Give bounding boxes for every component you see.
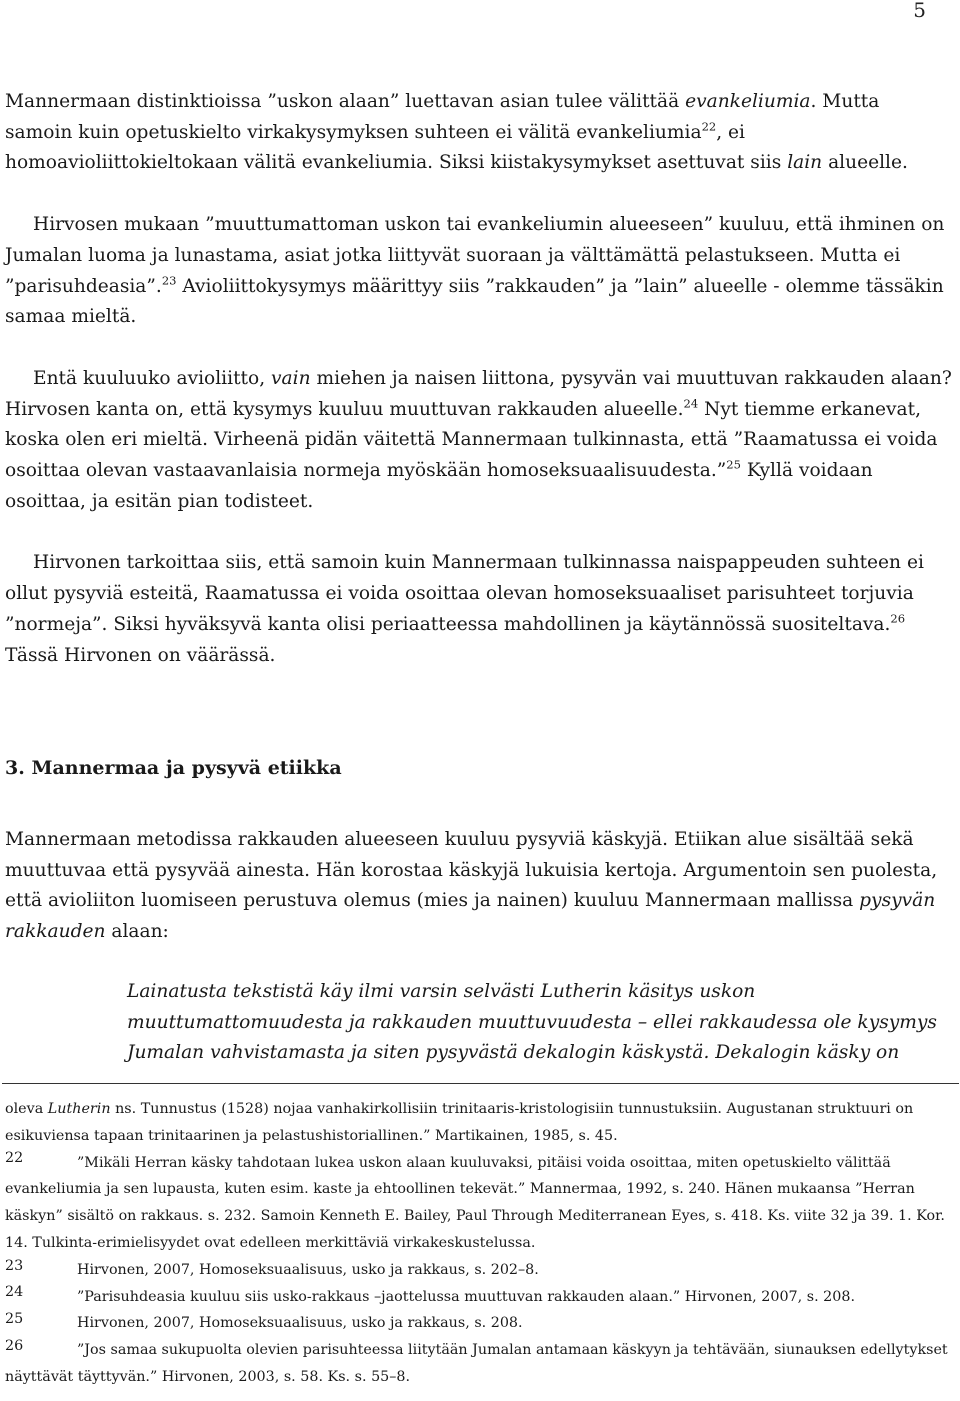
paragraph-3 [5,364,952,518]
body-text [5,87,952,671]
footnote-ref[interactable]: 26 [890,611,906,626]
footnote-22: 22 ”Mikäli Herran käsky tahdotaan lukea uskon alaan kuuluvaksi, pitäisi voida osoittaa, miten opetuskielto välittää evankeliumia ja sen lupausta, kuten esim. kaste ja ehtoollinen tekevät.” Mannermaa, 1992, s. 240. Hänen mukaansa ”Herran käskyn” sisältö on rakkaus. s. 232. Samoin Kenneth E. Bailey, Paul Through Mediterranean Eyes, s. 418. Ks. viite 32 ja 39. 1. Kor. 14. Tulkinta-erimielisyydet ovat edelleen merkittäviä virkakeskustelussa. [5,1150,945,1251]
paragraph-5 [5,825,952,948]
text-span: oleva [5,1101,48,1117]
emphasis: Lutherin [47,1101,111,1117]
text-span: alaan: [105,921,169,943]
text-span: alueelle. [822,152,908,174]
footnote-ref[interactable]: 23 [161,273,177,288]
footnote-text: Hirvonen, 2007, Homoseksuaalisuus, usko ja rakkaus, s. 202–8. [77,1261,539,1278]
footnote-ref[interactable]: 24 [683,396,699,411]
text-span: . Mutta samoin kuin opetuskielto virkakysymyksen suhteen ei välitä evankeliumia [5,91,880,143]
text-span: miehen ja naisen liittona, pysyvän vai muuttuvan rakkauden alaan? Hirvosen kanta on, että kysymys kuuluu muuttuvan rakkauden alueelle. [5,367,952,420]
paragraph-2 [5,210,952,333]
footnote-text: Hirvonen, 2007, Homoseksuaalisuus, usko ja rakkaus, s. 208. [77,1315,523,1332]
footnote-ref[interactable]: 22 [701,119,717,134]
footnote-ref[interactable]: 25 [726,457,741,472]
text-span: ns. Tunnustus (1528) nojaa vanhakirkollisiin trinitaaris-kristologisiin tunnustuksiin. Augustanan struktuuri on esikuviensa tapaan trinitaarinen ja pelastushistoriallinen.” Martikainen, 1985, s. 45. [5,1101,914,1144]
text-span: Hirvonen tarkoittaa siis, että samoin kuin Mannermaan tulkinnassa naispappeuden suhteen ei ollut pysyviä esteitä, Raamatussa ei voida osoittaa olevan homoseksuaaliset parisuhteet torjuvia ”normeja”. Siksi hyväksyvä kanta olisi periaatteessa mahdollinen ja käytännössä suositeltava. [5,552,924,635]
section-heading: 3. Mannermaa ja pysyvä etiikka [5,757,342,779]
text-span: Kyllä voidaan osoittaa, ja esitän pian todisteet. [5,460,873,512]
footnote-text: ”Jos samaa sukupuolta olevien parisuhteessa liitytään Jumalan antamaan käskyyn ja tehtävään, siunauksen edellytykset näyttävät täyttyvän.” Hirvonen, 2003, s. 58. Ks. s. 55–8. [5,1342,948,1385]
paragraph-1 [5,87,952,179]
text-span: Avioliittokysymys määrittyy siis ”rakkauden” ja ”lain” alueelle - olemme tässäkin samaa mieltä. [5,275,944,328]
paragraph-4 [5,548,952,671]
footnote-continuation [5,1096,950,1150]
footnotes [5,1096,950,1391]
body-text-section-3 [5,825,952,948]
footnote-text: ”Parisuhdeasia kuuluu siis usko-rakkaus –jaottelussa muuttuvan rakkauden alaan.” Hirvonen, 2007, s. 208. [77,1288,856,1305]
text-span: Nyt tiemme erkanevat, koska olen eri mieltä. Virheenä pidän väitettä Mannermaan tulkinnasta, että ”Raamatussa ei voida osoittaa olevan vastaavanlaisia normeja myöskään homoseksuaalisuudesta.” [5,398,938,482]
text-span: Tässä Hirvonen on väärässä. [5,644,276,666]
emphasis: lain [787,152,823,174]
text-span: Hirvosen mukaan ”muuttumattoman uskon tai evankeliumin alueeseen” kuuluu, että ihminen on Jumalan luoma ja lunastama, asiat jotka liittyvät suoraan ja välttämättä pelastukseen. Mutta ei ”parisuhdeasia”. [5,214,945,297]
text-span: Entä kuuluuko avioliitto, [33,367,272,389]
text-span: Mannermaan distinktioissa ”uskon alaan” luettavan asian tulee välittää [5,91,686,112]
block-quote: Lainatusta tekstistä käy ilmi varsin selvästi Lutherin käsitys uskon muuttumattomuudesta ja rakkauden muuttuvuudesta – ellei rakkaudessa ole kysymys Jumalan vahvistamasta ja siten pysyvästä dekalogin käskystä. Dekalogin käsky on [127,981,937,1064]
emphasis: vain [271,367,311,389]
text-span: , ei homoavioliittokieltokaan välitä evankeliumia. Siksi kiistakysymykset asettuvat siis [5,121,788,174]
footnote-24: 24 ”Parisuhdeasia kuuluu siis usko-rakkaus –jaottelussa muuttuvan rakkauden alaan.” Hirvonen, 2007, s. 208. [5,1284,856,1305]
footnote-26: 26 ”Jos samaa sukupuolta olevien parisuhteessa liitytään Jumalan antamaan käskyyn ja tehtävään, siunauksen edellytykset näyttävät täyttyvän.” Hirvonen, 2003, s. 58. Ks. s. 55–8. [5,1337,948,1385]
text-span: Mannermaan metodissa rakkauden alueeseen kuuluu pysyviä käskyjä. Etiikan alue sisältää sekä muuttuvaa että pysyvää ainesta. Hän korostaa käskyjä lukuisia kertoja. Argumentoin sen puolesta, että avioliiton luomiseen perustuva olemus (mies ja nainen) kuuluu Mannermaan mallissa [5,829,938,912]
emphasis: pysyvän rakkauden [5,890,936,943]
footnote-text: ”Mikäli Herran käsky tahdotaan lukea uskon alaan kuuluvaksi, pitäisi voida osoittaa, miten opetuskielto välittää evankeliumia ja sen lupausta, kuten esim. kaste ja ehtoollinen tekevät.” Mannermaa, 1992, s. 240. Hänen mukaansa ”Herran käskyn” sisältö on rakkaus. s. 232. Samoin Kenneth E. Bailey, Paul Through Mediterranean Eyes, s. 418. Ks. viite 32 ja 39. 1. Kor. 14. Tulkinta-erimielisyydet ovat edelleen merkittäviä virkakeskustelussa. [5,1154,945,1251]
page-number: 5 [913,0,926,22]
footnote-25: 25 Hirvonen, 2007, Homoseksuaalisuus, usko ja rakkaus, s. 208. [5,1311,523,1332]
footnote-separator [2,1083,959,1084]
emphasis: evankeliumia [685,91,811,112]
footnote-23: 23 Hirvonen, 2007, Homoseksuaalisuus, usko ja rakkaus, s. 202–8. [5,1257,539,1278]
